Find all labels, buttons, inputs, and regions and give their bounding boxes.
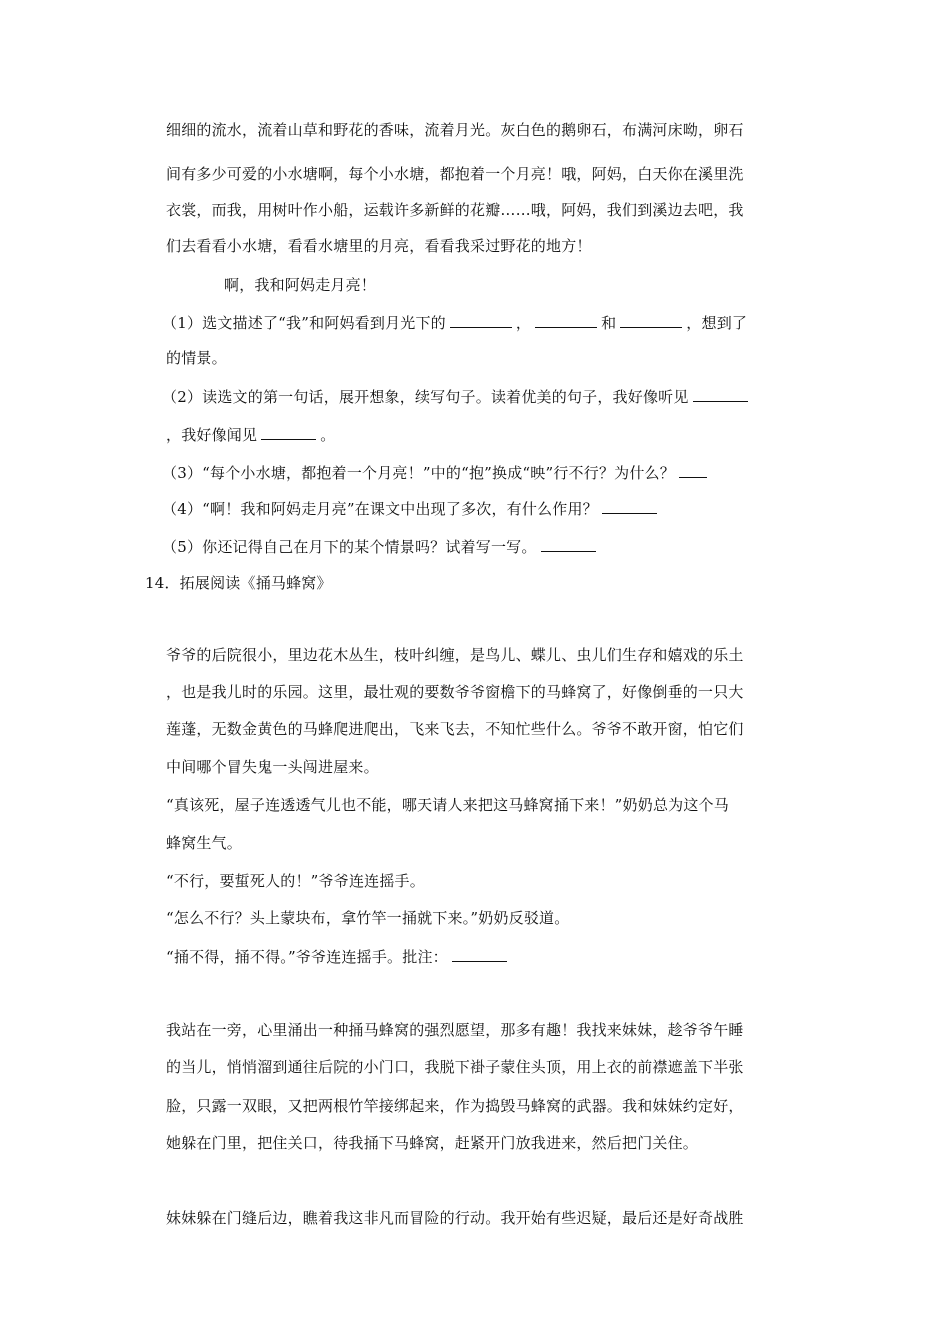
answer-blank[interactable]: [450, 312, 512, 328]
passage-line: 爷爷的后院很小，里边花木丛生，枝叶纠缠，是鸟儿、蝶儿、虫儿们生存和嬉戏的乐土: [166, 646, 744, 664]
passage-line: 们去看看小水塘，看看水塘里的月亮，看看我采过野花的地方！: [166, 237, 592, 255]
question-2: [162, 386, 752, 407]
passage-line: 脸，只露一双眼，又把两根竹竿接绑起来，作为捣毁马蜂窝的武器。我和妹妹约定好，: [166, 1097, 744, 1115]
question-2-text: ，我好像闻见: [166, 426, 258, 444]
question-1-tail: ，想到了: [686, 314, 748, 332]
conjunction: 和: [601, 314, 617, 332]
passage-line: 她躲在门里，把住关口，待我捅下马蜂窝，赶紧开门放我进来，然后把门关住。: [166, 1134, 699, 1152]
question-4-text: （4）“啊！我和阿妈走月亮”在课文中出现了多次，有什么作用？: [162, 500, 598, 518]
question-5: [162, 536, 600, 557]
answer-blank[interactable]: [452, 946, 507, 962]
question-4: [162, 498, 661, 519]
question-2-text: （2）读选文的第一句话，展开想象，续写句子。读着优美的句子，我好像听见: [162, 388, 689, 406]
question-5-text: （5）你还记得自己在月下的某个情景吗？试着写一写。: [162, 538, 537, 556]
answer-blank[interactable]: [679, 462, 707, 478]
comma: ，: [515, 314, 532, 332]
answer-blank[interactable]: [693, 386, 748, 402]
passage-line: 细细的流水，流着山草和野花的香味，流着月光。灰白色的鹅卵石，布满河床呦，卵石: [166, 121, 744, 139]
dialog-line: “怎么不行？头上蒙块布，拿竹竿一捅就下来。”奶奶反驳道。: [166, 909, 570, 927]
answer-blank[interactable]: [541, 536, 596, 552]
passage-line: 的当儿，悄悄溜到通往后院的小门口，我脱下褂子蒙住头顶，用上衣的前襟遮盖下半张: [166, 1058, 744, 1076]
question-3-text: （3）“每个小水塘，都抱着一个月亮！”中的“抱”换成“映”行不行？为什么？: [162, 464, 675, 482]
answer-blank[interactable]: [261, 424, 316, 440]
passage-line: 莲蓬，无数金黄色的马蜂爬进爬出，飞来飞去，不知忙些什么。爷爷不敢开窗，怕它们: [166, 720, 744, 738]
question-3: [162, 462, 711, 483]
passage-line: 间有多少可爱的小水塘啊，每个小水塘，都抱着一个月亮！哦，阿妈，白天你在溪里洗: [166, 165, 744, 183]
passage-line: 中间哪个冒失鬼一头闯进屋来。: [166, 758, 379, 776]
annotation-text: “捅不得，捅不得。”爷爷连连摇手。批注：: [166, 948, 448, 966]
question-1-text: （1）选文描述了“我”和阿妈看到月光下的: [162, 314, 446, 332]
dialog-line: “真该死，屋子连透透气儿也不能，哪天请人来把这马蜂窝捅下来！”奶奶总为这个马: [166, 796, 729, 814]
dialog-line: 蜂窝生气。: [166, 834, 243, 852]
section-heading: 14．拓展阅读《捅马蜂窝》: [145, 574, 332, 592]
period: 。: [320, 426, 336, 444]
question-1: [162, 312, 747, 333]
passage-line: 衣裳，而我，用树叶作小船，运载许多新鲜的花瓣……哦，阿妈，我们到溪边去吧，我: [166, 201, 744, 219]
passage-line: 我站在一旁，心里涌出一种捅马蜂窝的强烈愿望，那多有趣！我找来妹妹，趁爷爷午睡: [166, 1021, 744, 1039]
question-1-cont: 的情景。: [166, 349, 227, 367]
passage-closing: 啊，我和阿妈走月亮！: [224, 276, 377, 294]
dialog-line: “不行，要蜇死人的！”爷爷连连摇手。: [166, 872, 425, 890]
passage-line: ，也是我儿时的乐园。这里，最壮观的要数爷爷窗檐下的马蜂窝了，好像倒垂的一只大: [166, 683, 744, 701]
passage-line: 妹妹躲在门缝后边，瞧着我这非凡而冒险的行动。我开始有些迟疑，最后还是好奇战胜: [166, 1209, 744, 1227]
answer-blank[interactable]: [535, 312, 597, 328]
question-2-cont: [166, 424, 335, 445]
annotation-line: [166, 946, 511, 967]
answer-blank[interactable]: [602, 498, 657, 514]
answer-blank[interactable]: [620, 312, 682, 328]
